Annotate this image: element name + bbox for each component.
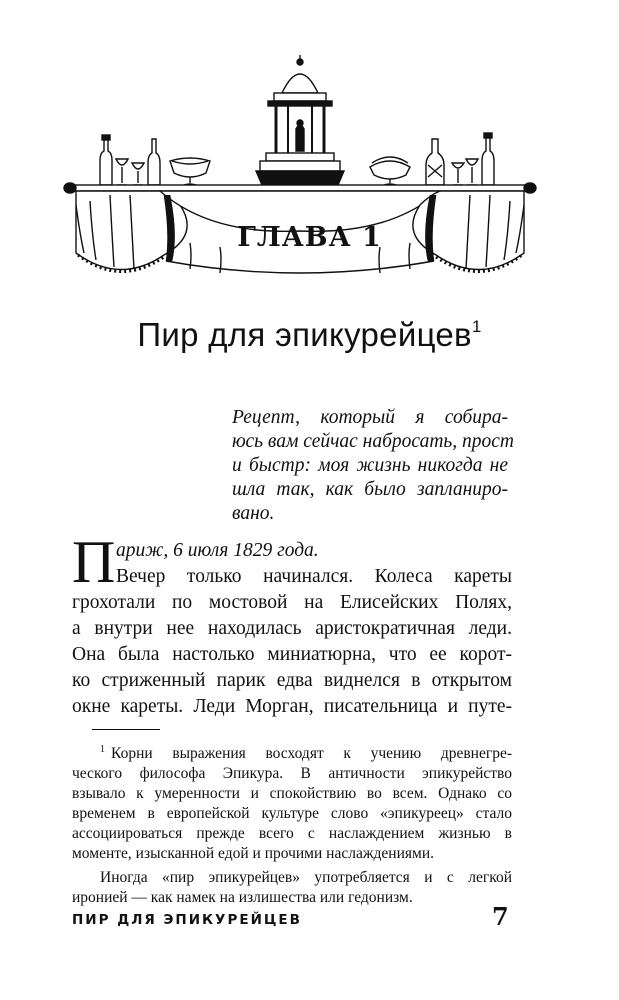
body-line: Она была настолько миниатюрна, что ее корот-: [72, 644, 512, 665]
body-line: Вечер только начинался. Колеса кареты: [116, 566, 512, 587]
footnote-line: моменте, изысканной едой и прочими наслаждениями.: [72, 845, 435, 863]
body-line: окне кареты. Леди Морган, писательница и путе-: [72, 696, 512, 717]
left-table-items: [100, 135, 210, 187]
rotunda-pavilion: [256, 55, 344, 185]
epigraph-line: и быстр: моя жизнь никогда не: [232, 455, 508, 476]
chapter-title: [0, 316, 619, 354]
footnote-line: иронией — как намек на излишества или гедонизм.: [72, 889, 413, 907]
page-number: 7: [492, 902, 509, 931]
footnote-line: взывало к умеренности и спокойствию во всем. Однако со: [72, 785, 512, 803]
epigraph: [232, 406, 515, 526]
chapter-title-text: Пир для эпикурейцев: [137, 316, 472, 353]
body-line: грохотали по мостовой на Елисейских Полях,: [72, 592, 512, 613]
footnote-line: Иногда «пир эпикурейцев» употребляется и с легкой: [100, 869, 512, 887]
chapter-label: ГЛАВА 1: [237, 222, 382, 253]
footnote-line: ассоциироваться прежде всего с наслаждением жизнью в: [72, 825, 512, 843]
epigraph-line: Рецепт, который я собира-: [232, 407, 508, 428]
footnote: [72, 740, 512, 908]
footnote-reference[interactable]: 1: [471, 317, 482, 336]
epigraph-line: юсь вам сейчас набросать, прост: [232, 431, 515, 452]
footnote-separator: [92, 729, 160, 730]
epigraph-line: шла так, как было запланиро-: [232, 479, 508, 500]
footnote-line-text: Корни выражения восходят к учению древнегре-: [111, 745, 512, 763]
body-line: а внутри нее находилась аристократичная леди.: [72, 618, 512, 639]
footnote-marker: 1: [100, 744, 105, 755]
body-line: ко стриженный парик едва виднелся в открытом: [72, 670, 512, 691]
drop-cap: П: [72, 529, 116, 595]
footnote-line: [72, 740, 512, 764]
footnote-line: временем в европейской культуре слово «эпикуреец» стало: [72, 805, 512, 823]
body-paragraph: [72, 529, 512, 720]
running-head: ПИР ДЛЯ ЭПИКУРЕЙЦЕВ: [72, 912, 302, 928]
dateline: ариж, 6 июля 1829 года.: [116, 540, 319, 561]
right-table-items: [370, 133, 494, 187]
footnote-line: ческого философа Эпикура. В античности эпикурейство: [72, 765, 512, 783]
epigraph-line: вано.: [232, 503, 275, 524]
